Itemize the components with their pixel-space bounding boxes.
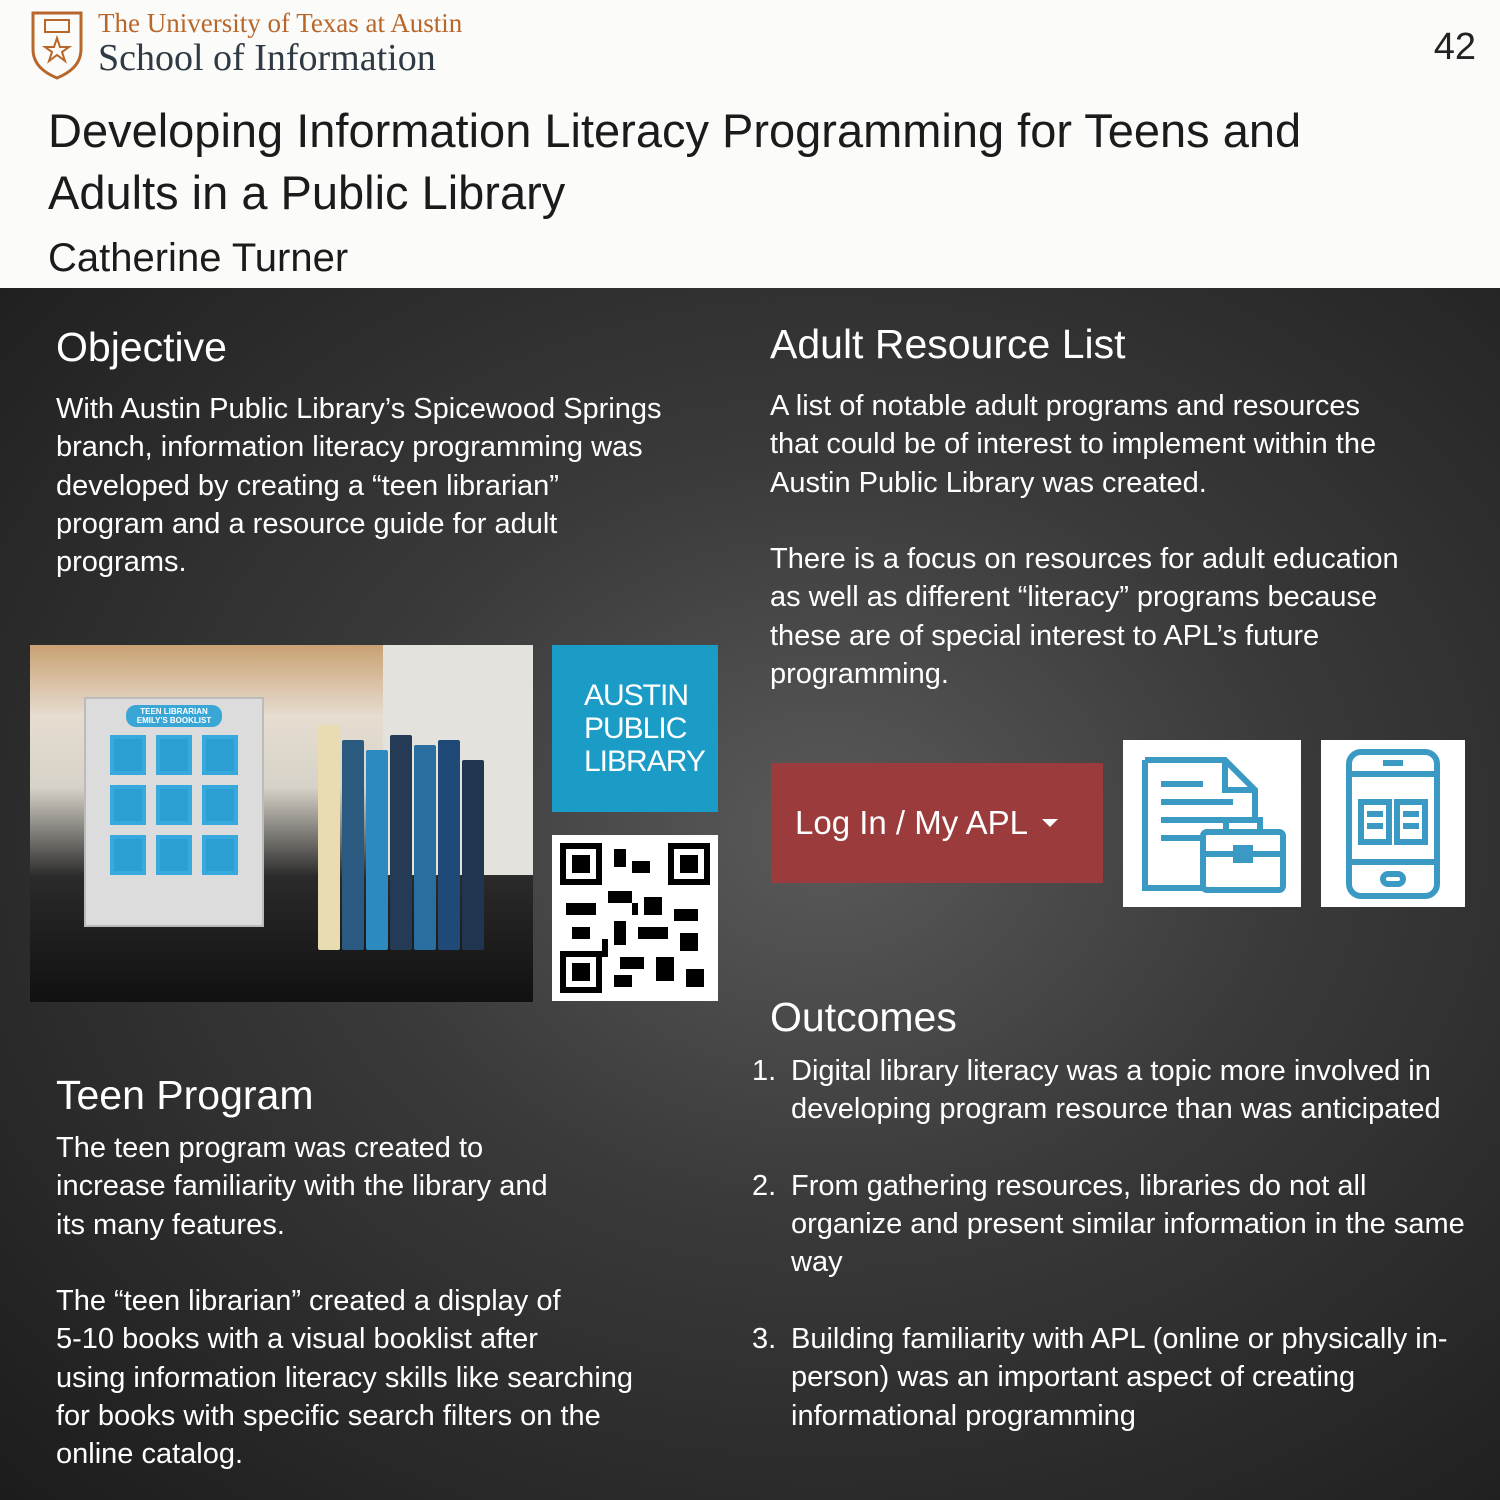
university-name: The University of Texas at Austin (98, 8, 463, 38)
adult-resource-heading: Adult Resource List (770, 321, 1126, 367)
outcomes-list (752, 1052, 1472, 1473)
teen-display-photo (30, 645, 533, 1002)
teen-program-text: The teen program was created to increase familiarity with the library and its many features. The “teen librarian” created a display of 5-10 books with a visual booklist after using information literacy skills like searching for books with specific search filters on the online catalog. (56, 1132, 634, 1471)
list-item: 3. Building familiarity with APL (online or physically in-person) was an important aspect of creating informational programming (752, 1323, 1448, 1432)
teen-program-heading: Teen Program (56, 1072, 314, 1118)
objective-text: With Austin Public Library’s Spicewood Springs branch, information literacy programming was developed by creating a “teen librarian” program and a resource guide for adult programs. (56, 393, 662, 579)
poster-header (0, 0, 1500, 288)
ut-crest-logo (30, 10, 84, 80)
list-item: 1. Digital library literacy was a topic more involved in developing program resource than was anticipated (752, 1055, 1441, 1126)
login-my-apl-button[interactable]: Log In / My APL (771, 763, 1103, 883)
author-name: Catherine Turner (48, 236, 349, 280)
school-name: School of Information (98, 37, 436, 79)
mobile-ebook-icon (1321, 740, 1465, 907)
list-item: 2. From gathering resources, libraries do not all organize and present similar information in the same way (752, 1169, 1465, 1279)
poster-title: Developing Information Literacy Programming for Teens and Adults in a Public Library (48, 104, 1302, 219)
booklist-sign: TEEN LIBRARIAN EMILY'S BOOKLIST (84, 697, 264, 927)
book-spines (318, 725, 484, 950)
qr-code[interactable] (552, 835, 718, 1001)
austin-public-library-logo: AUSTIN PUBLIC LIBRARY (552, 645, 718, 812)
page-number: 42 (1433, 26, 1476, 68)
outcomes-heading: Outcomes (770, 994, 957, 1040)
objective-heading: Objective (56, 324, 227, 370)
adult-resource-text: A list of notable adult programs and resources that could be of interest to implement within the Austin Public Library was created. There is a focus on resources for adult education as well as different “literacy” programs because these are of special interest to APL’s future programming. (770, 390, 1399, 691)
caret-down-icon (1042, 819, 1058, 827)
document-briefcase-icon (1123, 740, 1301, 907)
